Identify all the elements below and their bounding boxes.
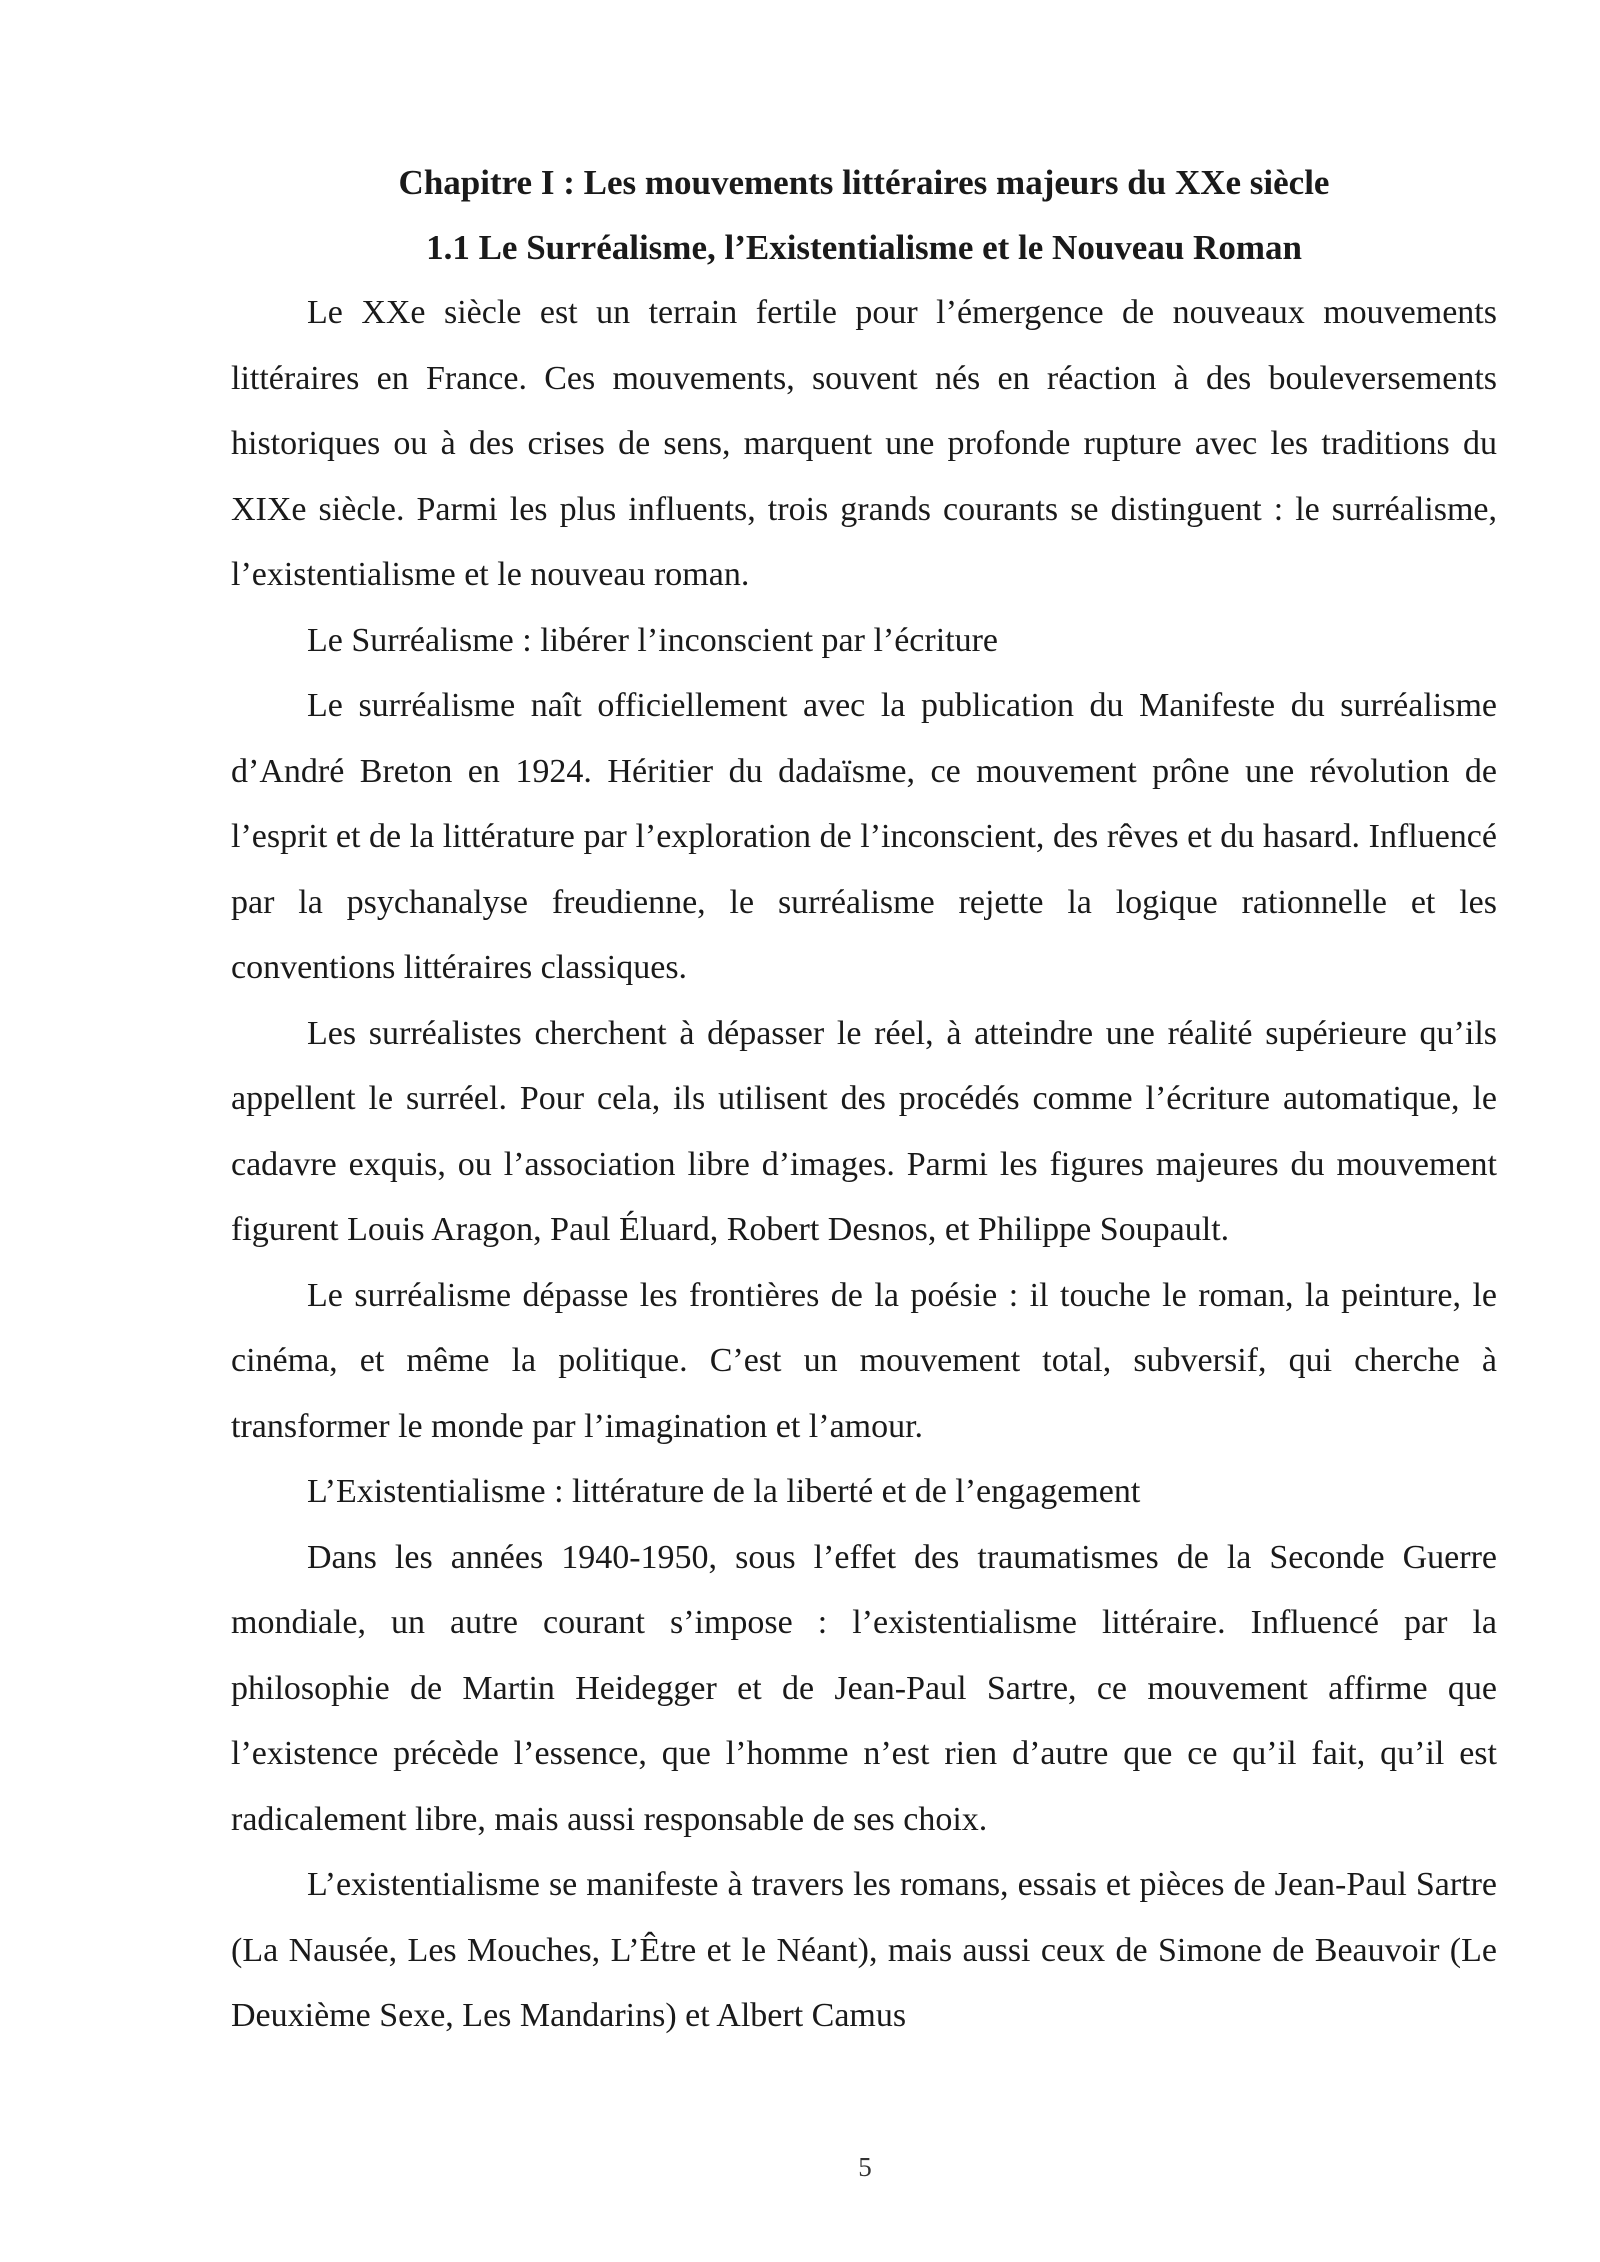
page-number: 5	[858, 2152, 872, 2182]
surrealisme-paragraph-1: Le surréalisme naît officiellement avec la publication du Manifeste du surréalisme d’André Breton en 1924. Héritier du dadaïsme, ce mouvement prône une révolution de l’esprit et de la littérature par l’exploration de l’inconscient, des rêves et du hasard. Influencé par la psychanalyse freudienne, le surréalisme rejette la logique rationnelle et les conventions littéraires classiques.	[231, 687, 1497, 986]
surrealisme-paragraph-2: Les surréalistes cherchent à dépasser le réel, à atteindre une réalité supérieure qu’ils appellent le surréel. Pour cela, ils utilisent des procédés comme l’écriture automatique, le cadavre exquis, ou l’association libre d’images. Parmi les figures majeures du mouvement figurent Louis Aragon, Paul Éluard, Robert Desnos, et Philippe Soupault.	[231, 1014, 1497, 1248]
page-content	[231, 150, 1497, 2049]
existentialisme-heading: L’Existentialisme : littérature de la liberté et de l’engagement	[307, 1473, 1141, 1510]
surrealisme-paragraph-3: Le surréalisme dépasse les frontières de la poésie : il touche le roman, la peinture, le cinéma, et même la politique. C’est un mouvement total, subversif, qui cherche à transformer le monde par l’imagination et l’amour.	[231, 1276, 1497, 1445]
existentialisme-paragraph-2: L’existentialisme se manifeste à travers les romans, essais et pièces de Jean-Paul Sartre (La Nausée, Les Mouches, L’Être et le Néant), mais aussi ceux de Simone de Beauvoir (Le Deuxième Sexe, Les Mandarins) et Albert Camus	[231, 1866, 1497, 2034]
existentialisme-paragraph-1: Dans les années 1940-1950, sous l’effet des traumatismes de la Seconde Guerre mondiale, un autre courant s’impose : l’existentialisme littéraire. Influencé par la philosophie de Martin Heidegger et de Jean-Paul Sartre, ce mouvement affirme que l’existence précède l’essence, que l’homme n’est rien d’autre que ce qu’il fait, qu’il est radicalement libre, mais aussi responsable de ses choix.	[231, 1538, 1497, 1838]
surrealisme-heading: Le Surréalisme : libérer l’inconscient par l’écriture	[307, 621, 999, 659]
section-title: 1.1 Le Surréalisme, l’Existentialisme et le Nouveau Roman	[426, 228, 1302, 267]
chapter-title: Chapitre I : Les mouvements littéraires majeurs du XXe siècle	[398, 163, 1330, 202]
intro-paragraph: Le XXe siècle est un terrain fertile pour l’émergence de nouveaux mouvements littéraires en France. Ces mouvements, souvent nés en réaction à des bouleversements historiques ou à des crises de sens, marquent une profonde rupture avec les traditions du XIXe siècle. Parmi les plus influents, trois grands courants se distinguent : le surréalisme, l’existentialisme et le nouveau roman.	[231, 294, 1497, 593]
